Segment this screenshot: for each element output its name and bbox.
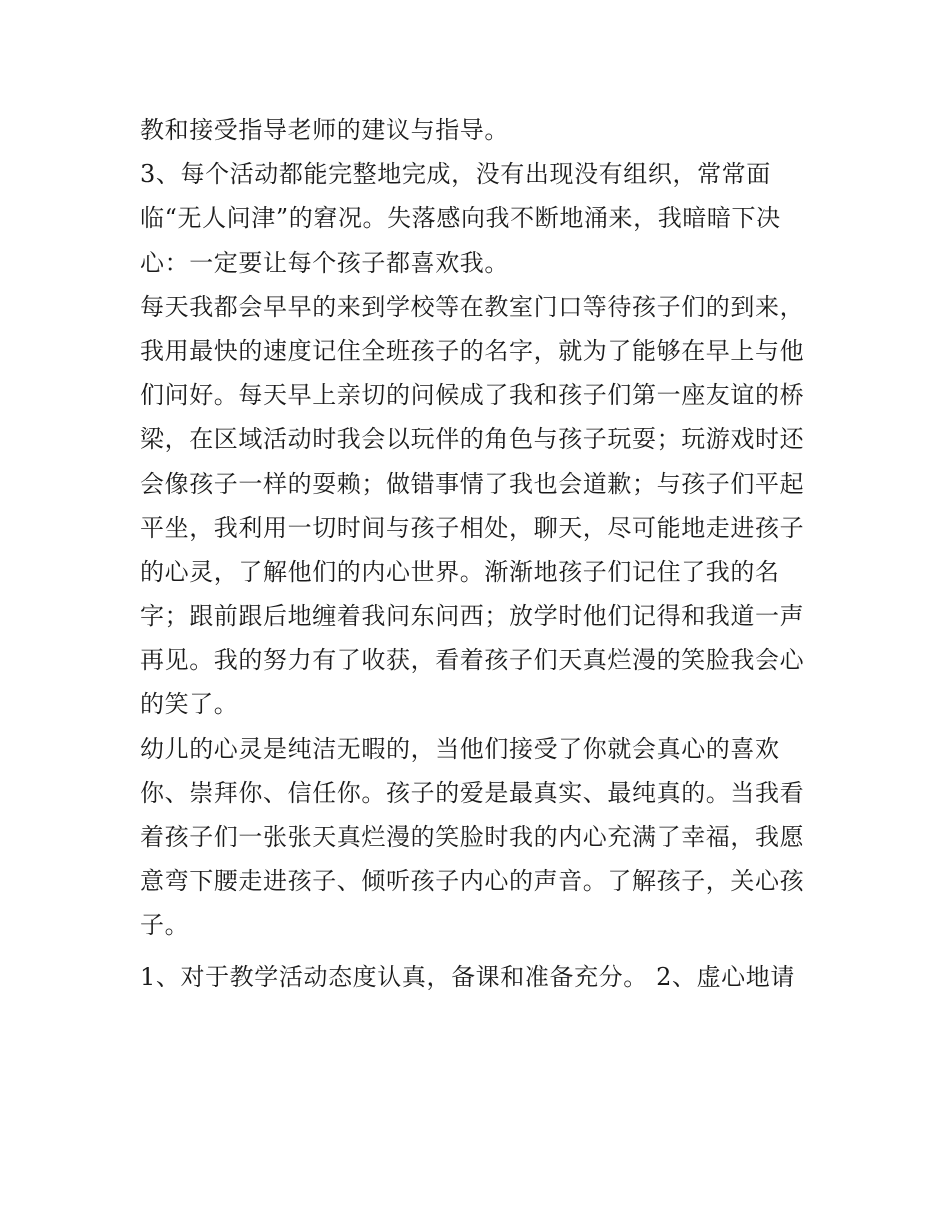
text-line-13: 再见。我的努力有了收获，看着孩子们天真烂漫的笑脸我会心	[140, 646, 805, 675]
text-line-5: 每天我都会早早的来到学校等在教室门口等待孩子们的到来，	[140, 292, 805, 321]
text-line-7: 们问好。每天早上亲切的问候成了我和孩子们第一座友谊的桥	[140, 381, 805, 410]
text-line-3: 临“无人问津”的窘况。失落感向我不断地涌来，我暗暗下决	[140, 204, 781, 233]
text-line-12: 字；跟前跟后地缠着我问东问西；放学时他们记得和我道一声	[140, 602, 805, 631]
text-line-18: 意弯下腰走进孩子、倾听孩子内心的声音。了解孩子，关心孩	[140, 867, 805, 896]
text-line-19: 子。	[140, 911, 190, 940]
text-line-2: 3、每个活动都能完整地完成，没有出现没有组织，常常面	[140, 160, 771, 189]
text-line-14: 的笑了。	[140, 690, 239, 719]
paragraph-gap	[140, 948, 830, 955]
text-line-6: 我用最快的速度记住全班孩子的名字，就为了能够在早上与他	[140, 336, 805, 365]
document-body	[140, 108, 830, 999]
text-line-4: 心：一定要让每个孩子都喜欢我。	[140, 248, 509, 277]
text-line-1: 教和接受指导老师的建议与指导。	[140, 116, 509, 144]
text-line-9: 会像孩子一样的耍赖；做错事情了我也会道歉；与孩子们平起	[140, 469, 805, 498]
text-line-16: 你、崇拜你、信任你。孩子的爱是最真实、最纯真的。当我看	[140, 778, 805, 807]
text-line-20: 1、对于教学活动态度认真，备课和准备充分。 2、虚心地请	[140, 962, 795, 991]
text-line-17: 着孩子们一张张天真烂漫的笑脸时我的内心充满了幸福，我愿	[140, 823, 805, 851]
text-line-15: 幼儿的心灵是纯洁无暇的，当他们接受了你就会真心的喜欢	[140, 734, 780, 763]
text-line-11: 的心灵，了解他们的内心世界。渐渐地孩子们记住了我的名	[140, 557, 780, 586]
text-line-10: 平坐，我利用一切时间与孩子相处，聊天，尽可能地走进孩子	[140, 513, 805, 542]
text-line-8: 梁，在区域活动时我会以玩伴的角色与孩子玩耍；玩游戏时还	[140, 425, 805, 454]
